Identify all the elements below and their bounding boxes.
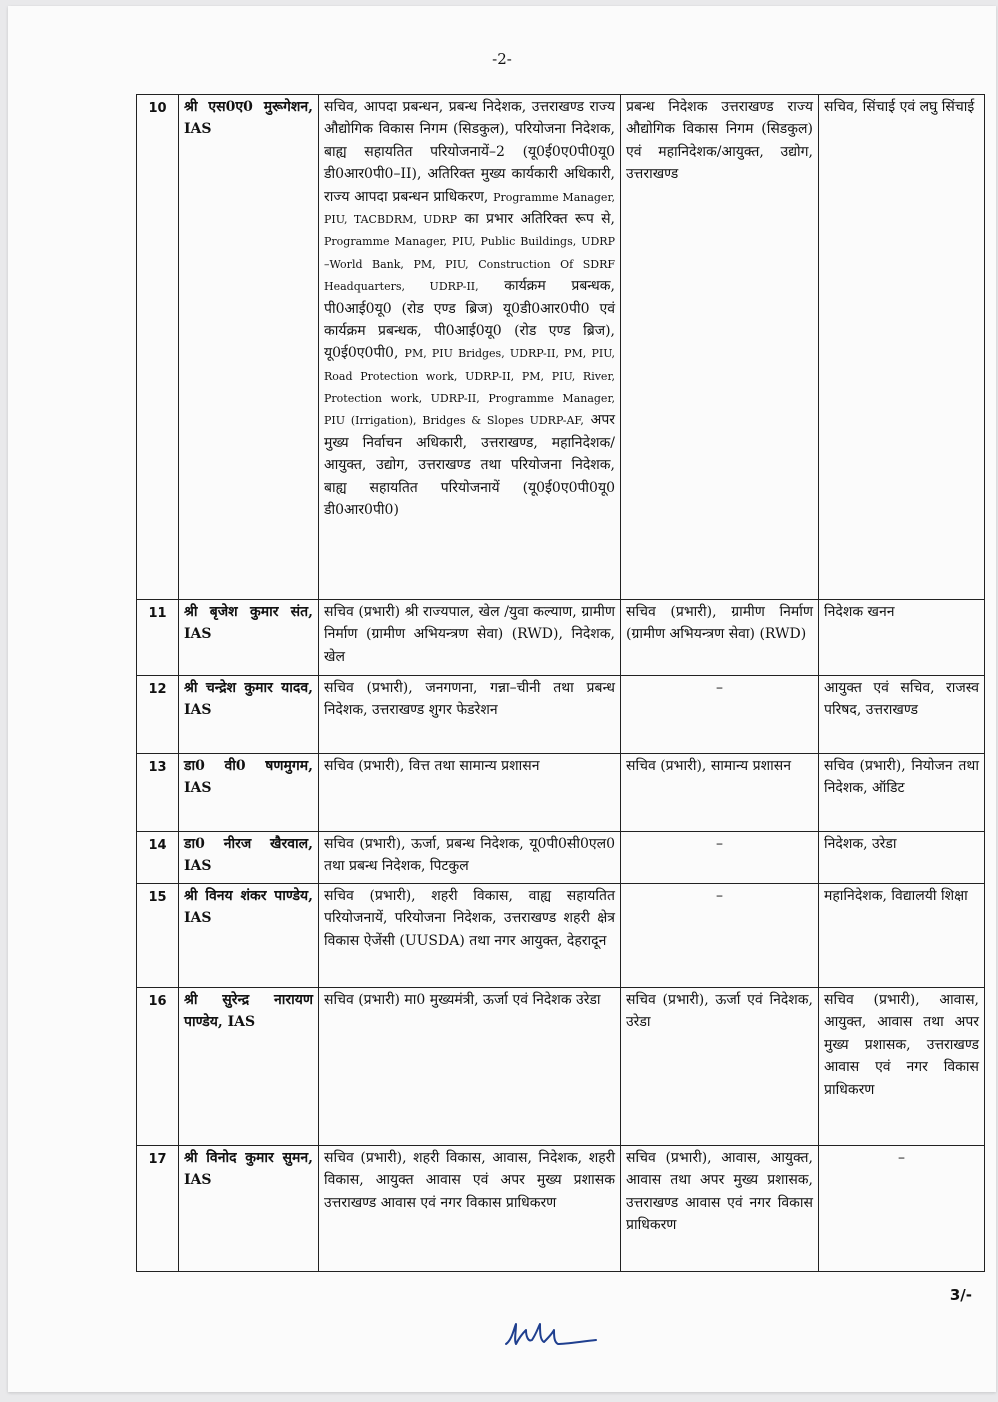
current-posting-text: अपर मुख्य निर्वाचन अधिकारी, उत्तराखण्ड, महानिदेशक/आयुक्त, उद्योग, उत्तराखण्ड तथा परियोजना निदेशक, बाह्य सहायतित परियोजनायें (यू0ई0ए0पी0यू0 डी0आर0पी0) [324, 412, 615, 519]
relieved-from: – [621, 884, 819, 988]
row-number: 10 [137, 95, 179, 600]
current-posting-text: PM, PIU Bridges, UDRP-II, PM, PIU, Road Protection work, UDRP-II, PM, PIU, River, Protection work, UDRP-II, Programme Manager, PIU (Irrigation), Bridges & Slopes UDRP-AF, [324, 347, 615, 428]
new-posting: आयुक्त एवं सचिव, राजस्व परिषद, उत्तराखण्ड [819, 676, 985, 754]
current-posting-text: का प्रभार अतिरिक्त रूप से, [464, 210, 615, 227]
officer-name: श्री एस0ए0 मुरूगेशन, IAS [179, 95, 319, 600]
officer-name: डा0 नीरज खैरवाल, IAS [179, 832, 319, 884]
new-posting: सचिव (प्रभारी), आवास, आयुक्त, आवास तथा अपर मुख्य प्रशासक, उत्तराखण्ड आवास एवं नगर विकास प्राधिकरण [819, 988, 985, 1146]
table-row [137, 832, 985, 884]
new-posting: निदेशक खनन [819, 600, 985, 676]
table-row [137, 988, 985, 1146]
table-row [137, 600, 985, 676]
table-row [137, 676, 985, 754]
officer-name: श्री सुरेन्द्र नारायण पाण्डेय, IAS [179, 988, 319, 1146]
relieved-from: सचिव (प्रभारी), ग्रामीण निर्माण (ग्रामीण अभियन्त्रण सेवा) (RWD) [621, 600, 819, 676]
officer-name: श्री बृजेश कुमार संत, IAS [179, 600, 319, 676]
new-posting: सचिव (प्रभारी), नियोजन तथा निदेशक, ऑडिट [819, 754, 985, 832]
table-row [137, 1146, 985, 1272]
officer-name: श्री विनोद कुमार सुमन, IAS [179, 1146, 319, 1272]
row-number: 11 [137, 600, 179, 676]
current-posting: सचिव (प्रभारी), शहरी विकास, वाह्य सहायतित परियोजनायें, परियोजना निदेशक, उत्तराखण्ड शहरी क्षेत्र विकास ऐजेंसी (UUSDA) तथा नगर आयुक्त, देहरादून [319, 884, 621, 988]
row-number: 17 [137, 1146, 179, 1272]
current-posting: सचिव (प्रभारी), वित्त तथा सामान्य प्रशासन [319, 754, 621, 832]
current-posting: सचिव (प्रभारी) मा0 मुख्यमंत्री, ऊर्जा एवं निदेशक उरेडा [319, 988, 621, 1146]
table-row [137, 754, 985, 832]
row-number: 14 [137, 832, 179, 884]
current-posting-text: कार्यक्रम प्रबन्धक, पी0आई0यू0 (रोड एण्ड ब्रिज) यू0डी0आर0पी0 एवं कार्यक्रम प्रबन्धक, पी0आई0यू0 (रोड एण्ड ब्रिज), यू0ई0ए0पी0, [324, 278, 615, 362]
current-posting: सचिव (प्रभारी) श्री राज्यपाल, खेल /युवा कल्याण, ग्रामीण निर्माण (ग्रामीण अभियन्त्रण सेवा) (RWD), निदेशक, खेल [319, 600, 621, 676]
current-posting: सचिव (प्रभारी), जनगणना, गन्ना–चीनी तथा प्रबन्ध निदेशक, उत्तराखण्ड शुगर फेडरेशन [319, 676, 621, 754]
row-number: 13 [137, 754, 179, 832]
current-posting: सचिव (प्रभारी), शहरी विकास, आवास, निदेशक, शहरी विकास, आयुक्त आवास एवं अपर मुख्य प्रशासक उत्तराखण्ड आवास एवं नगर विकास प्राधिकरण [319, 1146, 621, 1272]
current-posting-text: Programme Manager, PIU, TACBDRM, UDRP [324, 190, 615, 226]
row-number: 12 [137, 676, 179, 754]
page-number: -2- [492, 50, 512, 68]
relieved-from: – [621, 676, 819, 754]
current-posting [319, 95, 621, 600]
relieved-from: सचिव (प्रभारी), सामान्य प्रशासन [621, 754, 819, 832]
officer-name: श्री विनय शंकर पाण्डेय, IAS [179, 884, 319, 988]
new-posting: सचिव, सिंचाई एवं लघु सिंचाई [819, 95, 985, 600]
new-posting: निदेशक, उरेडा [819, 832, 985, 884]
new-posting: महानिदेशक, विद्यालयी शिक्षा [819, 884, 985, 988]
current-posting: सचिव (प्रभारी), ऊर्जा, प्रबन्ध निदेशक, यू0पी0सी0एल0 तथा प्रबन्ध निदेशक, पिटकुल [319, 832, 621, 884]
current-posting-text: Programme Manager, PIU, Public Buildings, UDRP –World Bank, PM, PIU, Construction Of SDRF Headquarters, UDRP-II, [324, 235, 615, 294]
transfer-table [136, 94, 985, 1272]
relieved-from: सचिव (प्रभारी), ऊर्जा एवं निदेशक, उरेडा [621, 988, 819, 1146]
table-row [137, 884, 985, 988]
continuation-mark: 3/- [949, 1286, 972, 1304]
row-number: 16 [137, 988, 179, 1146]
relieved-from: प्रबन्ध निदेशक उत्तराखण्ड राज्य औद्योगिक विकास निगम (सिडकुल) एवं महानिदेशक/आयुक्त, उद्योग, उत्तराखण्ड [621, 95, 819, 600]
signature-image [502, 1314, 602, 1354]
relieved-from: सचिव (प्रभारी), आवास, आयुक्त, आवास तथा अपर मुख्य प्रशासक, उत्तराखण्ड आवास एवं नगर विकास प्राधिकरण [621, 1146, 819, 1272]
current-posting-text: सचिव, आपदा प्रबन्धन, प्रबन्ध निदेशक, उत्तराखण्ड राज्य औद्योगिक विकास निगम (सिडकुल), परियोजना निदेशक, बाह्य सहायतित परियोजनायें–2 (यू0ई0ए0पी0यू0 डी0आर0पी0–II), अतिरिक्त मुख्य कार्यकारी अधिकारी, राज्य आपदा प्रबन्धन प्राधिकरण, [324, 99, 615, 205]
officer-name: श्री चन्द्रेश कुमार यादव, IAS [179, 676, 319, 754]
relieved-from: – [621, 832, 819, 884]
table-row [137, 95, 985, 600]
document-page [8, 6, 996, 1392]
row-number: 15 [137, 884, 179, 988]
new-posting: – [819, 1146, 985, 1272]
officer-name: डा0 वी0 षणमुगम, IAS [179, 754, 319, 832]
